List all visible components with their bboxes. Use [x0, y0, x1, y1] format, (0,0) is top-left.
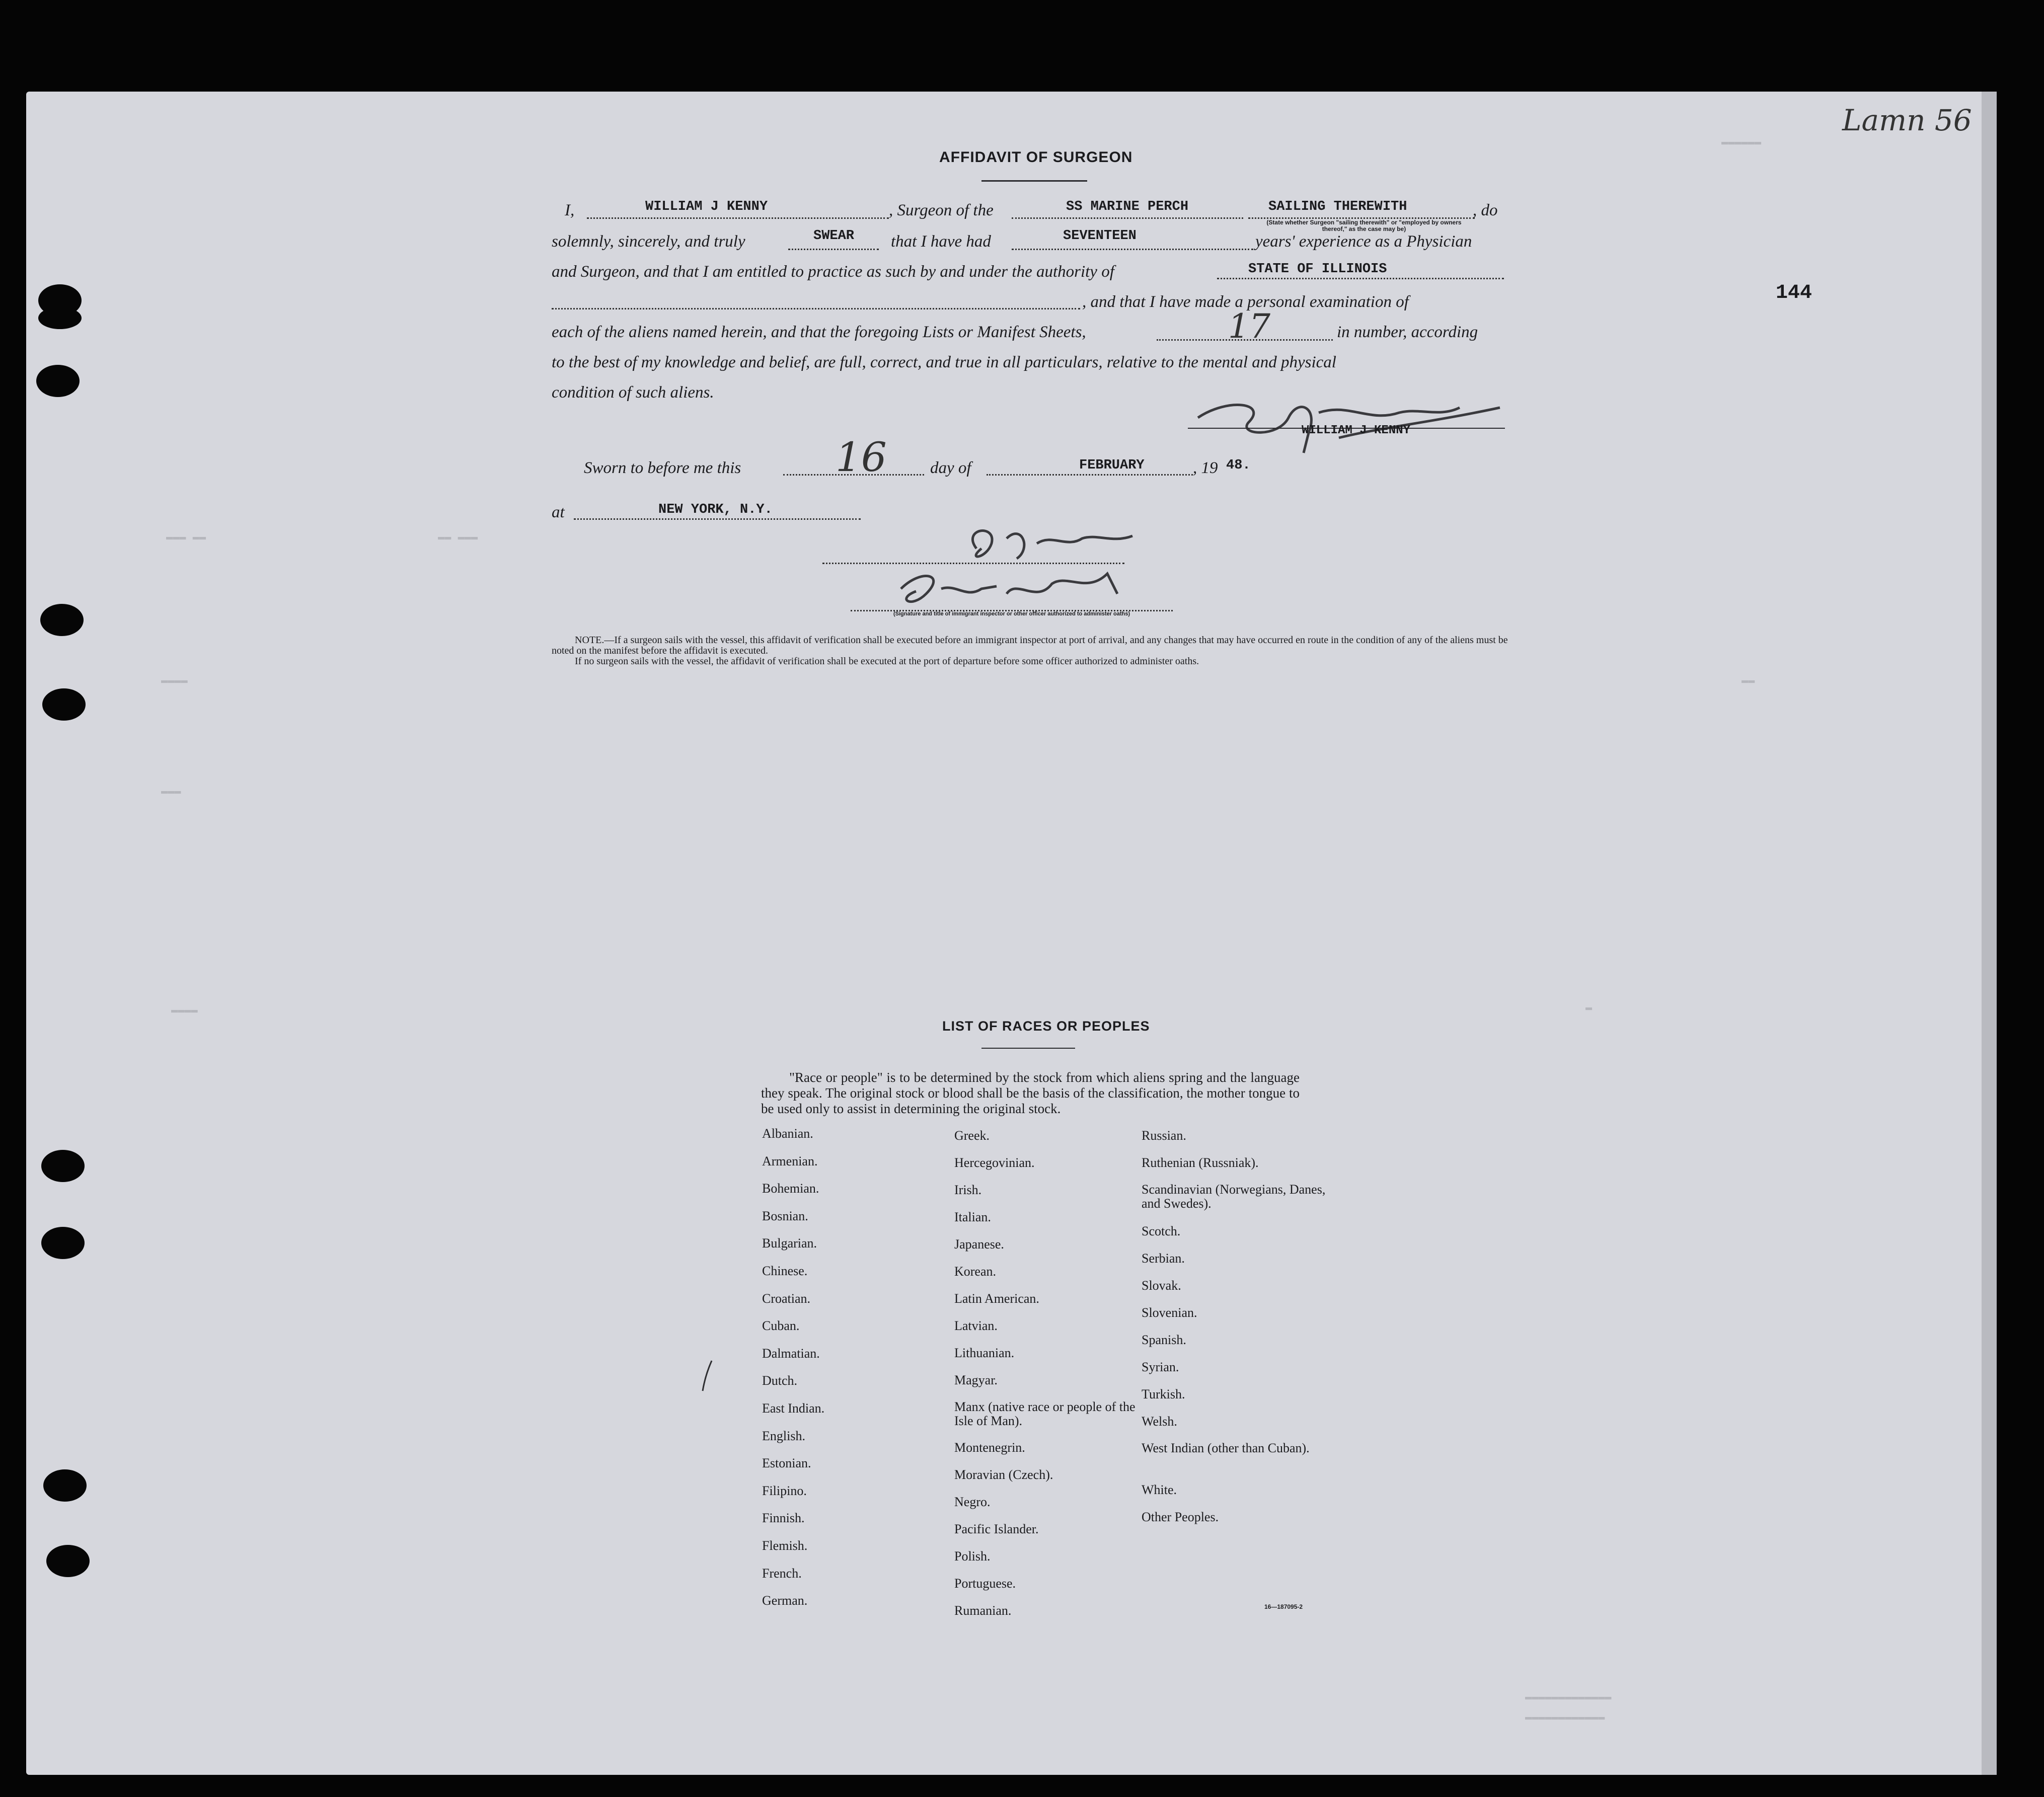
- race-item: Chinese.: [762, 1263, 808, 1278]
- text-at: at: [552, 503, 565, 521]
- bleed-through-mark: ▬▬▬▬: [161, 674, 188, 687]
- text-surgeon-of-the: , Surgeon of the: [889, 201, 994, 219]
- race-item: Hercegovinian.: [954, 1155, 1035, 1170]
- race-item: Montenegrin.: [954, 1440, 1025, 1455]
- race-item: German.: [762, 1593, 808, 1608]
- race-item: Magyar.: [954, 1373, 998, 1387]
- race-item: Syrian.: [1142, 1360, 1179, 1374]
- race-item: Latvian.: [954, 1318, 998, 1333]
- race-item: Albanian.: [762, 1126, 813, 1141]
- form-code: 16—187095-2: [1264, 1603, 1303, 1610]
- bleed-through-mark: ▬▬: [1742, 674, 1755, 687]
- surgeon-signature: [1188, 387, 1510, 458]
- race-item: Armenian.: [762, 1153, 818, 1168]
- sworn-day-value: 16: [836, 434, 887, 481]
- binder-hole: [46, 1545, 90, 1577]
- years-value: SEVENTEEN: [1063, 228, 1137, 244]
- races-column-1: [762, 1126, 943, 1621]
- bleed-through-mark: ▬▬▬▬▬▬▬▬▬▬▬▬▬: [1525, 1691, 1612, 1703]
- race-item: West Indian (other than Cuban).: [1142, 1441, 1310, 1455]
- note-paragraph-2: If no surgeon sails with the vessel, the affidavit of verification shall be executed at the port of departure before some officer authorized to administer oaths.: [575, 656, 1199, 667]
- race-item: Slovak.: [1142, 1278, 1181, 1293]
- bleed-through-mark: ▬▬▬▬: [171, 1004, 198, 1017]
- field-line: [788, 249, 879, 250]
- race-item: Bohemian.: [762, 1181, 819, 1196]
- race-item: Other Peoples.: [1142, 1510, 1219, 1524]
- race-item: Pacific Islander.: [954, 1522, 1039, 1536]
- vessel-value: SS MARINE PERCH: [1066, 199, 1189, 214]
- text-years-experience: years' experience as a Physician: [1255, 232, 1472, 251]
- race-item: Korean.: [954, 1264, 997, 1279]
- text-and-surgeon: and Surgeon, and that I am entitled to practice as such by and under the authority of: [552, 263, 1114, 281]
- race-item: White.: [1142, 1482, 1177, 1497]
- race-item: Bosnian.: [762, 1208, 808, 1223]
- text-each-alien: each of the aliens named herein, and that the foregoing Lists or Manifest Sheets,: [552, 323, 1086, 341]
- binder-hole: [40, 604, 84, 636]
- race-item: Croatian.: [762, 1291, 811, 1306]
- field-line: [1217, 278, 1504, 279]
- race-item: Ruthenian (Russniak).: [1142, 1155, 1259, 1170]
- sailing-hint: (State whether Surgeon "sailing therewith" or "employed by owners thereof," as the case may be): [1266, 219, 1462, 232]
- race-item: Welsh.: [1142, 1414, 1177, 1429]
- race-item: Dutch.: [762, 1373, 798, 1388]
- race-item: Lithuanian.: [954, 1346, 1015, 1360]
- pencil-mark: [700, 1359, 715, 1394]
- text-day-of: day of: [930, 459, 971, 477]
- field-line: [1012, 217, 1243, 219]
- text-that-i-have-had: that I have had: [891, 232, 991, 251]
- race-item: Scandinavian (Norwegians, Danes, and Swedes).: [1142, 1182, 1326, 1211]
- race-item: Filipino.: [762, 1483, 807, 1498]
- field-line: [987, 474, 1193, 476]
- text-solemnly: solemnly, sincerely, and truly: [552, 232, 745, 251]
- surgeon-name-value: WILLIAM J KENNY: [645, 199, 768, 214]
- race-item: Scotch.: [1142, 1224, 1181, 1238]
- field-line: [587, 217, 889, 219]
- authority-value: STATE OF ILLINOIS: [1248, 262, 1387, 277]
- text-sworn: Sworn to before me this: [584, 459, 741, 477]
- field-line: [552, 308, 1080, 309]
- text-in-number: in number, according: [1337, 323, 1478, 341]
- race-item: Italian.: [954, 1210, 991, 1224]
- signature-typed-name: WILLIAM J KENNY: [1302, 424, 1411, 437]
- race-item: Bulgarian.: [762, 1236, 817, 1251]
- race-item: Greek.: [954, 1128, 990, 1143]
- race-item: Polish.: [954, 1549, 991, 1564]
- bleed-through-mark: ▬: [1585, 1001, 1593, 1014]
- binder-hole: [38, 307, 82, 329]
- race-item: Dalmatian.: [762, 1346, 820, 1361]
- race-item: Moravian (Czech).: [954, 1467, 1053, 1482]
- note-paragraph-1: NOTE.—If a surgeon sails with the vessel, this affidavit of verification shall be executed before an immigrant inspector at port of arrival, and any changes that may have occurred en route in the condition of any of the aliens must be noted on the manifest before the affidavit is executed.: [552, 635, 1508, 656]
- bleed-through-mark: ▬▬▬: [161, 785, 181, 798]
- text-best-knowledge: to the best of my knowledge and belief, are full, correct, and true in all particulars, relative to the mental and physical: [552, 353, 1336, 371]
- race-item: Spanish.: [1142, 1333, 1186, 1347]
- sworn-month-value: FEBRUARY: [1079, 458, 1145, 473]
- race-item: Latin American.: [954, 1291, 1039, 1306]
- page-number: 144: [1776, 282, 1812, 304]
- text-condition: condition of such aliens.: [552, 383, 714, 402]
- races-column-2: [954, 1128, 1135, 1630]
- race-item: Negro.: [954, 1495, 991, 1509]
- race-item: Rumanian.: [954, 1603, 1012, 1618]
- race-item: Manx (native race or people of the Isle of Man).: [954, 1399, 1135, 1428]
- text-do: , do: [1473, 201, 1498, 219]
- text-i: I,: [565, 201, 575, 219]
- race-item: Estonian.: [762, 1456, 811, 1471]
- bleed-through-mark: ▬▬ ▬▬▬: [438, 531, 478, 543]
- sheet-edge-shadow: [1982, 92, 1997, 1775]
- field-line: [574, 518, 861, 520]
- races-title-underline: [981, 1048, 1075, 1049]
- bleed-through-mark: ▬▬▬▬▬▬▬▬▬▬▬▬: [1525, 1711, 1605, 1724]
- binder-hole: [43, 1469, 87, 1502]
- sheet-count-value: 17: [1228, 307, 1270, 346]
- affidavit-title: AFFIDAVIT OF SURGEON: [939, 149, 1133, 166]
- races-title: LIST OF RACES OR PEOPLES: [942, 1019, 1150, 1034]
- race-item: Irish.: [954, 1183, 982, 1197]
- race-item: English.: [762, 1428, 805, 1443]
- race-item: French.: [762, 1566, 802, 1581]
- sworn-year-value: 48.: [1226, 458, 1251, 473]
- race-item: Japanese.: [954, 1237, 1004, 1252]
- race-item: Serbian.: [1142, 1251, 1185, 1266]
- inspector-signature: [946, 518, 1188, 569]
- text-year-prefix: , 19: [1193, 459, 1218, 477]
- bleed-through-mark: ▬▬▬▬▬▬: [1721, 136, 1762, 148]
- sailing-status-value: SAILING THEREWITH: [1268, 199, 1407, 214]
- binder-hole: [41, 1150, 85, 1182]
- text-personal-exam: , and that I have made a personal examination of: [1082, 293, 1409, 311]
- binder-hole: [42, 688, 86, 721]
- binder-hole: [36, 365, 80, 397]
- field-line: [1012, 249, 1253, 250]
- bleed-through-mark: ▬▬▬ ▬▬: [166, 531, 206, 543]
- race-item: Portuguese.: [954, 1576, 1016, 1591]
- race-item: Russian.: [1142, 1128, 1186, 1143]
- race-item: Flemish.: [762, 1538, 808, 1553]
- race-item: Slovenian.: [1142, 1305, 1197, 1320]
- races-column-3: [1142, 1128, 1333, 1537]
- races-intro: "Race or people" is to be determined by the stock from which aliens spring and the language they speak. The original stock or blood shall be the basis of the classification, the mother tongue to be used only to assist in determining the original stock.: [761, 1070, 1300, 1116]
- race-item: East Indian.: [762, 1400, 825, 1416]
- race-item: Turkish.: [1142, 1387, 1185, 1401]
- binder-hole: [41, 1227, 85, 1259]
- oath-value: SWEAR: [813, 228, 855, 244]
- officer-signature: [886, 564, 1158, 614]
- race-item: Finnish.: [762, 1511, 805, 1526]
- place-value: NEW YORK, N.Y.: [658, 502, 773, 517]
- corner-handwritten-note: Lamn 56: [1842, 103, 1972, 137]
- race-item: Cuban.: [762, 1318, 800, 1334]
- inspector-caption: (Signature and title of immigrant inspector or other officer authorized to administer oaths): [893, 611, 1130, 617]
- title-underline: [981, 180, 1087, 182]
